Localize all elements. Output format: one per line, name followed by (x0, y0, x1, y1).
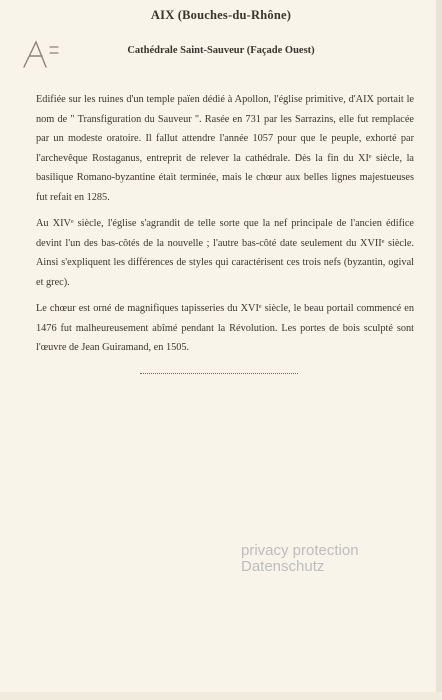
card-bottom-edge (0, 692, 442, 700)
privacy-watermark (241, 543, 411, 575)
watermark-line-2: Datenschutz (241, 558, 325, 575)
page-title: AIX (Bouches-du-Rhône) (150, 8, 292, 22)
card-edge-shadow (436, 0, 442, 700)
body-text (36, 90, 414, 365)
paragraph-architecture: Au XIVᵉ siècle, l'église s'agrandit de telle sorte que la nef principale de l'ancien édifice devint l'un des bas-côtés de la nouvelle ; l'autre bas-côté date seulement du XVIIᵉ siècle. Ainsi s'expliquent les différences de styles qui caractérisent ces trois nefs (byzantin, ogival et grec). (36, 218, 414, 288)
paragraph-history: Edifiée sur les ruines d'un temple païen dédié à Apollon, l'église primitive, d'AIX portait le nom de " Transfiguration du Sauveur ". Rasée en 731 par les Sarrazins, elle fut remplacée par un modeste oratoire. Il fallut attendre l'année 1057 pour que le peuple, exhorté par l'archevêque Rostaganus, entreprit de relever la cathédrale. Dès la fin du XIᵉ siècle, la basilique Romano-byzantine était terminée, mais le chœur aux belles lignes majestueuses fut refait en 1285. (36, 94, 414, 203)
paragraph-choir: Le chœur est orné de magnifiques tapisseries du XVIᵉ siècle, le beau portail commencé en 1476 fut malheureusement abîmé pendant la Révolution. Les portes de bois sculpté sont l'œuvre de Jean Guiramand, en 1505. (36, 303, 414, 353)
divider-rule (140, 373, 298, 374)
watermark-line-1: privacy protection (241, 542, 359, 559)
page-subtitle: Cathédrale Saint-Sauveur (Façade Ouest) (127, 45, 315, 56)
